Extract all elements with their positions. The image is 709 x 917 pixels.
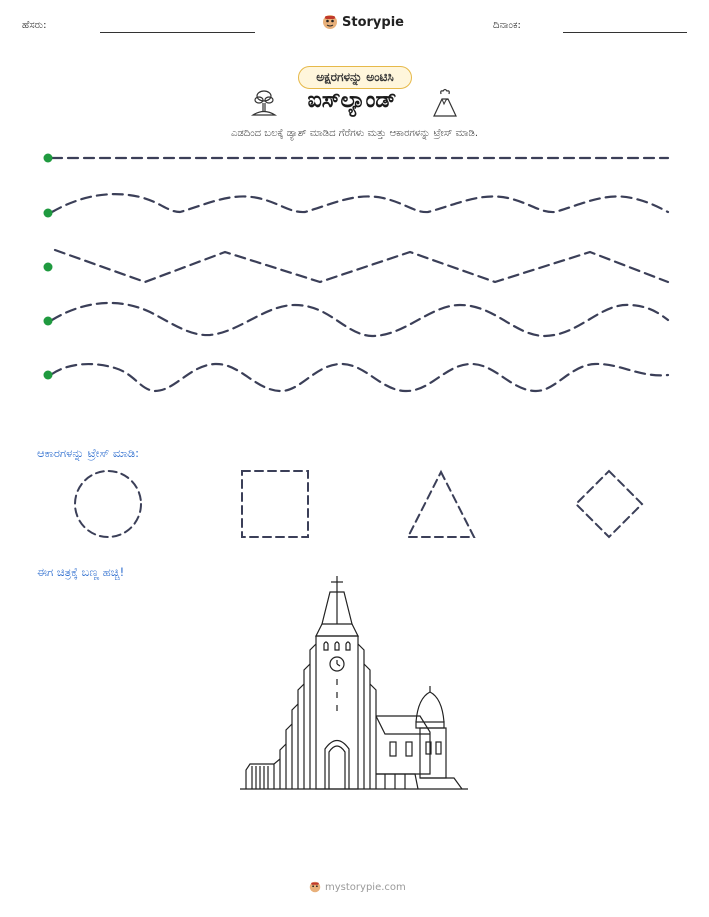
page-title: ಐಸ್‌ಲ್ಯಾಂಡ್: [307, 88, 397, 113]
storypie-footer-icon: [309, 881, 321, 893]
church-illustration: [240, 574, 470, 794]
trace-line-zigzag: [55, 250, 668, 282]
category-pill: ಅಕ್ಷರಗಳನ್ನು ಅಂಟಿಸಿ: [298, 66, 412, 89]
trace-lines: [0, 140, 709, 400]
shapes-heading: ಆಕಾರಗಳನ್ನು ಟ್ರೇಸ್ ಮಾಡಿ:: [37, 446, 140, 460]
trace-shapes: [0, 460, 709, 550]
date-label: ದಿನಾಂಕ:: [493, 20, 521, 31]
trace-line-wave-2: [52, 303, 668, 336]
brand-logo: [322, 14, 404, 30]
name-input-line[interactable]: [100, 32, 255, 33]
start-dot-5: [44, 371, 53, 380]
start-dot-4: [44, 317, 53, 326]
trace-line-wave-3: [52, 364, 668, 391]
footer-site[interactable]: mystorypie.com: [325, 881, 406, 893]
shape-square: [242, 471, 308, 537]
shape-diamond: [576, 471, 642, 537]
brand-name: Storypie: [342, 14, 404, 30]
geyser-icon: [250, 88, 278, 118]
date-input-line[interactable]: [563, 32, 687, 33]
footer: [309, 881, 406, 893]
instructions: ಎಡದಿಂದ ಬಲಕ್ಕೆ ಡ್ಯಾಶ್ ಮಾಡಿದ ಗೆರೆಗಳು ಮತ್ತು ಆಕಾರಗಳನ್ನು ಟ್ರೇಸ್ ಮಾಡಿ.: [230, 128, 479, 139]
shape-triangle: [408, 472, 474, 537]
volcano-icon: [430, 88, 460, 118]
name-label: ಹೆಸರು:: [22, 20, 47, 31]
start-dot-1: [44, 154, 53, 163]
start-dot-3: [44, 263, 53, 272]
storypie-logo-icon: [322, 14, 338, 30]
shape-circle: [75, 471, 141, 537]
coloring-heading: ಈಗ ಚಿತ್ರಕ್ಕೆ ಬಣ್ಣ ಹಚ್ಚಿ!: [37, 565, 125, 579]
trace-line-wave-1: [52, 194, 668, 212]
start-dot-2: [44, 209, 53, 218]
